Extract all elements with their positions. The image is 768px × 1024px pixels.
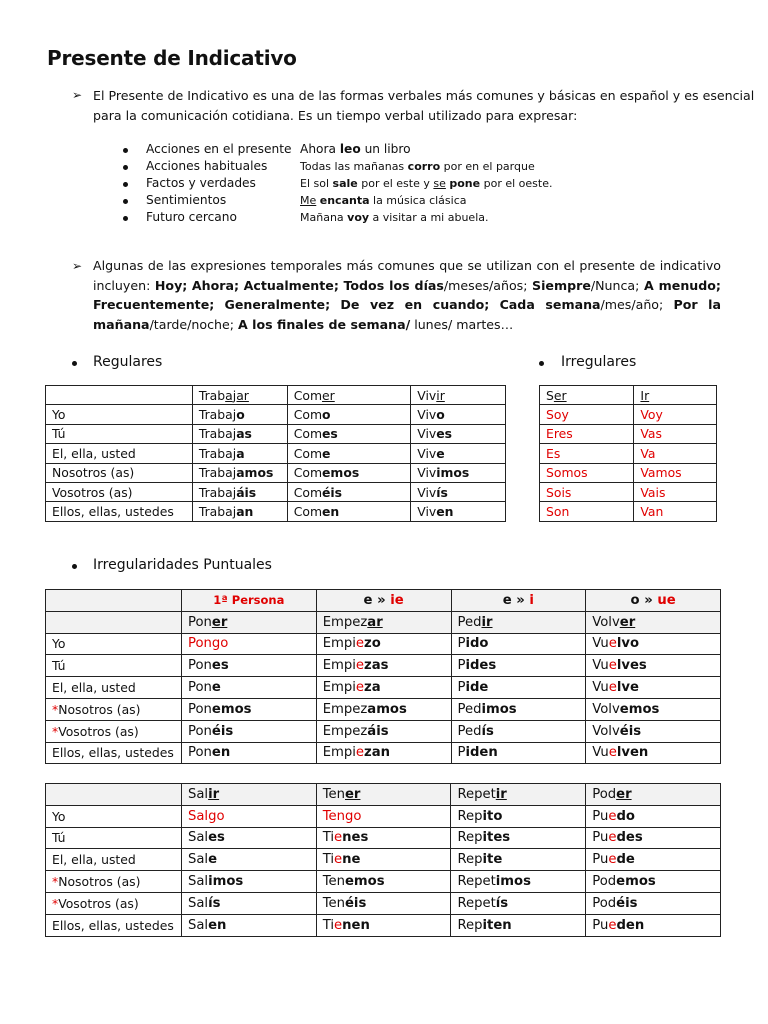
conjugation-cell: Puede [586, 849, 721, 871]
puntuales-heading: Irregularidades Puntuales [93, 557, 272, 573]
conjugation-cell: Repiten [451, 914, 586, 936]
conjugation-cell: Empiezan [316, 742, 451, 764]
verb-header-cell: Salir [181, 784, 316, 806]
conjugation-cell: Empiezas [316, 655, 451, 677]
conjugation-cell: Trabajamos [192, 463, 287, 482]
conjugation-cell: Vuelven [586, 742, 721, 764]
table-row [46, 633, 721, 655]
table-row [46, 805, 721, 827]
table-row [46, 502, 506, 521]
conjugation-cell: Podéis [586, 892, 721, 914]
person-cell: Tú [46, 827, 182, 849]
conjugation-cell: Pongo [181, 633, 316, 655]
conjugation-cell: Trabajas [192, 424, 287, 443]
conjugation-cell: Tenemos [316, 871, 451, 893]
verb-header-cell: Vivir [411, 386, 506, 405]
regulares-table [45, 385, 506, 522]
conjugation-cell: Pueden [586, 914, 721, 936]
conjugation-cell: Son [540, 502, 634, 521]
header-row [46, 590, 721, 612]
conjugation-cell: Repetís [451, 892, 586, 914]
table-row [46, 655, 721, 677]
bullet-icon [123, 165, 128, 170]
conjugation-cell: Volvemos [586, 698, 721, 720]
conjugation-cell: Vivo [411, 405, 506, 424]
conjugation-cell: Tengo [316, 805, 451, 827]
verb-header-cell: Poder [586, 784, 721, 806]
verb-header-cell: Comer [287, 386, 411, 405]
conjugation-cell: Vives [411, 424, 506, 443]
header-cell [46, 784, 182, 806]
conjugation-cell: Salen [181, 914, 316, 936]
verb-row [46, 611, 721, 633]
conjugation-cell: Tenéis [316, 892, 451, 914]
page-title: Presente de Indicativo [47, 46, 297, 70]
conjugation-cell: Repetimos [451, 871, 586, 893]
expr-line-2: incluyen: Hoy; Ahora; Actualmente; Todos los días/meses/años; Siempre/Nunca; A menudo; [93, 277, 721, 293]
conjugation-cell: Viven [411, 502, 506, 521]
irregulares-table [539, 385, 717, 522]
person-cell: *Vosotros (as) [46, 720, 182, 742]
person-cell: Yo [46, 805, 182, 827]
conjugation-cell: Salís [181, 892, 316, 914]
verb-header-cell: Poner [181, 611, 316, 633]
header-cell [46, 590, 182, 612]
conjugation-cell: Pides [451, 655, 586, 677]
conjugation-cell: Van [634, 502, 717, 521]
conjugation-cell: Vuelvo [586, 633, 721, 655]
use-label: Sentimientos [146, 193, 227, 207]
intro-line-2: para la comunicación cotidiana. Es un tiempo verbal utilizado para expresar: [93, 107, 578, 123]
table-row [540, 482, 717, 501]
conjugation-cell: Eres [540, 424, 634, 443]
table-row [540, 405, 717, 424]
use-label: Futuro cercano [146, 210, 237, 224]
conjugation-cell: Repito [451, 805, 586, 827]
bullet-icon [72, 361, 77, 366]
conjugation-cell: Ponen [181, 742, 316, 764]
bullet-icon [123, 199, 128, 204]
conjugation-cell: Comes [287, 424, 411, 443]
bullet-icon [72, 564, 77, 569]
intro-paragraph [93, 86, 755, 125]
bullet-icon [123, 216, 128, 221]
puntuales-table-1 [45, 589, 721, 764]
verb-header-cell: Tener [316, 784, 451, 806]
use-example: Todas las mañanas corro por en el parque [300, 160, 535, 173]
table-row [46, 871, 721, 893]
group-header-cell: e » ie [316, 590, 451, 612]
conjugation-cell: Ponéis [181, 720, 316, 742]
person-cell: Tú [46, 655, 182, 677]
conjugation-cell: Comen [287, 502, 411, 521]
person-cell: Yo [46, 405, 193, 424]
conjugation-cell: Comemos [287, 463, 411, 482]
conjugation-cell: Sois [540, 482, 634, 501]
verb-header-cell: Volver [586, 611, 721, 633]
conjugation-cell: Empieza [316, 677, 451, 699]
person-cell: Yo [46, 633, 182, 655]
table-row [46, 849, 721, 871]
use-example: Me encanta la música clásica [300, 194, 467, 207]
person-cell: Vosotros (as) [46, 482, 193, 501]
use-example: El sol sale por el este y se pone por el oeste. [300, 177, 553, 190]
use-example: Ahora leo un libro [300, 142, 411, 156]
person-cell: Ellos, ellas, ustedes [46, 742, 182, 764]
conjugation-cell: Trabajo [192, 405, 287, 424]
expr-line-1: Algunas de las expresiones temporales más comunes que se utilizan con el presente de indicativo [93, 258, 721, 273]
conjugation-cell: Voy [634, 405, 717, 424]
table-row [540, 502, 717, 521]
regulares-heading: Regulares [93, 354, 163, 370]
conjugation-cell: Vivís [411, 482, 506, 501]
conjugation-cell: Tienes [316, 827, 451, 849]
table-row [46, 827, 721, 849]
person-cell: *Vosotros (as) [46, 892, 182, 914]
conjugation-cell: Trabajáis [192, 482, 287, 501]
table-row [46, 742, 721, 764]
conjugation-cell: Repites [451, 827, 586, 849]
conjugation-cell: Pone [181, 677, 316, 699]
person-cell: *Nosotros (as) [46, 698, 182, 720]
use-label: Acciones en el presente [146, 142, 292, 156]
table-row [540, 463, 717, 482]
use-example: Mañana voy a visitar a mi abuela. [300, 211, 489, 224]
person-cell: Nosotros (as) [46, 463, 193, 482]
table-row [540, 424, 717, 443]
table-row [46, 914, 721, 936]
conjugation-cell: Vamos [634, 463, 717, 482]
conjugation-cell: Tiene [316, 849, 451, 871]
group-header-cell: o » ue [586, 590, 721, 612]
table-row [46, 698, 721, 720]
conjugation-cell: Pedimos [451, 698, 586, 720]
conjugation-cell: Ponemos [181, 698, 316, 720]
conjugation-cell: Sales [181, 827, 316, 849]
conjugation-cell: Salimos [181, 871, 316, 893]
expr-line-4: mañana/tarde/noche; A los finales de semana/ lunes/ martes… [93, 316, 514, 332]
conjugation-cell: Piden [451, 742, 586, 764]
conjugation-cell: Es [540, 444, 634, 463]
person-cell: Ellos, ellas, ustedes [46, 914, 182, 936]
person-cell: El, ella, usted [46, 849, 182, 871]
conjugation-cell: Vais [634, 482, 717, 501]
table-row [46, 424, 506, 443]
group-header-cell: 1ª Persona [181, 590, 316, 612]
conjugation-cell: Puedes [586, 827, 721, 849]
conjugation-cell: Trabajan [192, 502, 287, 521]
verb-header-cell: Ser [540, 386, 634, 405]
conjugation-cell: Salgo [181, 805, 316, 827]
table-row [46, 720, 721, 742]
table-row [46, 482, 506, 501]
verb-header-cell: Pedir [451, 611, 586, 633]
conjugation-cell: Somos [540, 463, 634, 482]
use-label: Acciones habituales [146, 159, 268, 173]
conjugation-cell: Vivimos [411, 463, 506, 482]
conjugation-cell: Pido [451, 633, 586, 655]
conjugation-cell: Soy [540, 405, 634, 424]
conjugation-cell: Empiezo [316, 633, 451, 655]
table-row [46, 677, 721, 699]
header-cell [46, 386, 193, 405]
table-row [46, 892, 721, 914]
conjugation-cell: Tienen [316, 914, 451, 936]
conjugation-cell: Empezamos [316, 698, 451, 720]
table-row [46, 405, 506, 424]
conjugation-cell: Trabaja [192, 444, 287, 463]
conjugation-cell: Pedís [451, 720, 586, 742]
table-row [46, 463, 506, 482]
person-cell: El, ella, usted [46, 444, 193, 463]
bullet-icon [123, 182, 128, 187]
person-cell: *Nosotros (as) [46, 871, 182, 893]
conjugation-cell: Vuelve [586, 677, 721, 699]
conjugation-cell: Empezáis [316, 720, 451, 742]
person-cell: Ellos, ellas, ustedes [46, 502, 193, 521]
arrow-bullet-icon: ➢ [72, 88, 83, 102]
conjugation-cell: Volvéis [586, 720, 721, 742]
verb-header-cell: Repetir [451, 784, 586, 806]
group-header-cell: e » i [451, 590, 586, 612]
conjugation-cell: Vas [634, 424, 717, 443]
conjugation-cell: Puedo [586, 805, 721, 827]
conjugation-cell: Pones [181, 655, 316, 677]
conjugation-cell: Sale [181, 849, 316, 871]
person-cell: El, ella, usted [46, 677, 182, 699]
conjugation-cell: Como [287, 405, 411, 424]
arrow-bullet-icon: ➢ [72, 259, 83, 273]
use-label: Factos y verdades [146, 176, 256, 190]
verb-header-cell: Trabajar [192, 386, 287, 405]
conjugation-cell: Come [287, 444, 411, 463]
conjugation-cell: Vive [411, 444, 506, 463]
irregulares-heading: Irregulares [561, 354, 637, 370]
verb-header-cell: Empezar [316, 611, 451, 633]
person-cell: Tú [46, 424, 193, 443]
verb-header-cell: Ir [634, 386, 717, 405]
conjugation-cell: Podemos [586, 871, 721, 893]
intro-line-1: El Presente de Indicativo es una de las formas verbales más comunes y básicas en español y es esencial [93, 88, 755, 103]
puntuales-table-2 [45, 783, 721, 937]
conjugation-cell: Repite [451, 849, 586, 871]
table-row [540, 444, 717, 463]
header-cell [46, 611, 182, 633]
bullet-icon [539, 361, 544, 366]
expressions-paragraph [93, 256, 721, 334]
conjugation-cell: Va [634, 444, 717, 463]
expr-line-3: Frecuentemente; Generalmente; De vez en cuando; Cada semana/mes/año; Por la [93, 297, 721, 312]
conjugation-cell: Coméis [287, 482, 411, 501]
conjugation-cell: Pide [451, 677, 586, 699]
conjugation-cell: Vuelves [586, 655, 721, 677]
verb-row [46, 784, 721, 806]
table-row [46, 444, 506, 463]
bullet-icon [123, 148, 128, 153]
